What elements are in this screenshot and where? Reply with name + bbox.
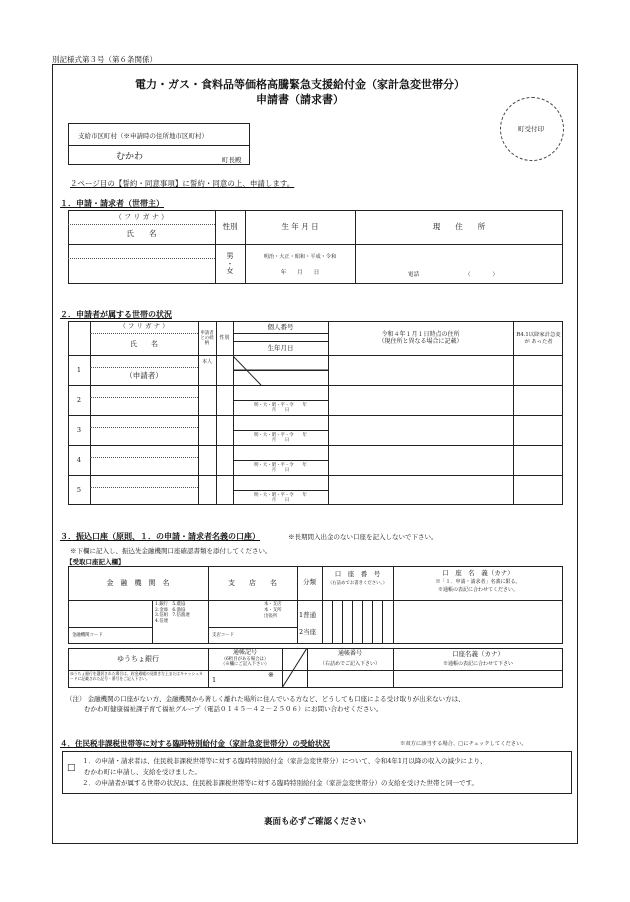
section4-note: ※双方に該当する場合、□にチェックしてください。 — [400, 741, 527, 747]
s2-relation-header: 申請者との続柄 — [200, 330, 214, 347]
yucho-note: ゆうちょ銀行を選択された場合は、貯金通帳の見開き左上またはキャッシュカードに記載された記号・番号をご記入下さい。 — [70, 671, 203, 681]
footnote-line2: むかわ町健康福祉課子育て福祉グループ（電話０１４５－４２－２５０６）にお問い合わせください。 — [84, 705, 383, 713]
birthdate-options[interactable]: 明・大・昭・平・令 年 月 日 — [254, 462, 307, 473]
municipality-suffix: 町長殿 — [222, 156, 242, 164]
bank-type-options[interactable]: 1.銀行 5.農協 2.金庫 6.漁協 3.信組 7.信漁連 4.信連 — [155, 602, 190, 624]
benefit-item2: ２．の申請者が属する世帯の状況は、住民税非課税世帯等に対する臨時特別給付金（家計急変世帯分）の支給を受けた世帯と同一です。 — [82, 779, 478, 787]
row-number: 2 — [76, 395, 82, 404]
s1-furigana-header: （ フ リ ガ ナ ） — [114, 213, 169, 222]
s2-address-header: 令和４年１月１日時点の住所 （現住所と異なる場合に記載） — [378, 330, 463, 345]
benefit-item1-line1: １．の申請・請求者は、住民税非課税世帯等に対する臨時特別給付金（家計急変世帯分）について、令和4年1月以降の収入の減少により、 — [82, 757, 487, 765]
applicant-relation: 本人 — [201, 359, 212, 366]
passbook-code-note: （6桁目がある場合は） （※欄にご記入下さい） — [220, 657, 270, 667]
row-number: 1 — [76, 365, 82, 374]
form-id: 別記様式第３号（第６条関係） — [52, 55, 157, 64]
holder-header: 口 座 名 義（カナ） — [442, 568, 514, 577]
s2-furigana-header: （ フ リ ガ ナ ） — [119, 322, 169, 331]
passbook-number-header: 通帳番号 — [337, 650, 362, 658]
s2-r4-header: R4.1以降家計急変が あった者 — [516, 332, 561, 345]
bank-code-label: 金融機関コード — [72, 633, 103, 638]
passbook-code-header: 通帳記号 — [232, 648, 257, 656]
s2-birth-header: 生年月日 — [267, 343, 294, 352]
s1-name-header: 氏 名 — [126, 229, 157, 239]
applicant-slash — [233, 356, 328, 385]
row-number: 4 — [76, 455, 82, 464]
passbook-number-note: （右詰めでご記入下さい） — [319, 660, 380, 667]
account-type-1[interactable]: 1普通 — [299, 611, 317, 619]
municipality-name[interactable]: むかわ — [116, 152, 144, 162]
section2-title: ２．申請者が属する世帯の状況 — [60, 309, 172, 319]
receipt-label: 【受取口座記入欄】 — [66, 558, 125, 566]
section4-title: ４．住民税非課税世帯等に対する臨時特別給付金（家計急変世帯分）の受給状況 — [60, 739, 330, 748]
s1-phone-parens[interactable]: （ ） — [465, 272, 499, 278]
birthdate-options[interactable]: 明・大・昭・平・令 年 月 日 — [254, 432, 307, 443]
account-number-header: 口 座 番 号 — [334, 570, 381, 579]
account-number-note: （右詰めでお書きください。） — [327, 581, 388, 587]
s1-era-options[interactable]: 明治・大正・昭和・平成・令和 — [263, 254, 337, 261]
s1-ymd: 年 月 日 — [280, 269, 320, 276]
form-title-line2: 申請書（請求書） — [256, 93, 344, 106]
passbook-code-star: ※ — [268, 671, 274, 679]
birthdate-options[interactable]: 明・大・昭・平・令 年 月 日 — [254, 402, 307, 413]
pledge-text: ２ページ目の【誓約・同意事項】に誓約・同意の上、申請します。 — [70, 179, 295, 188]
s1-phone-label: 電話 — [408, 272, 420, 278]
row-number: 3 — [76, 425, 82, 434]
form-title-line1: 電力・ガス・食料品等価格高騰緊急支援給付金（家計急変世帯分） — [135, 78, 465, 91]
branch-type-options[interactable]: 本・支店 本・支所 出張所 — [264, 602, 282, 619]
s2-id-number-header: 個人番号 — [267, 322, 294, 331]
s2-name-header: 氏 名 — [130, 340, 158, 349]
footer-note: 裏面も必ずご確認ください — [263, 817, 366, 827]
category-header: 分類 — [303, 578, 316, 587]
holder-note1: ※「１．申請・請求者」名義に限る。 — [435, 579, 521, 586]
birthdate-options[interactable]: 明・大・昭・平・令 年 月 日 — [254, 492, 307, 503]
section3-note1: ※下欄に記入し、振込先金融機関口座確認書類を添付してください。 — [70, 547, 272, 555]
s2-gender-header: 性別 — [219, 334, 230, 341]
s1-gender-header: 性別 — [222, 221, 238, 231]
benefit-checkbox[interactable]: □ — [67, 763, 76, 773]
holder-note2: ※通帳の表記に合わせてください。 — [437, 587, 518, 594]
applicant-name-marker: （申請者） — [125, 371, 163, 381]
yucho-header: ゆうちょ銀行 — [117, 654, 159, 663]
reception-stamp-label: 町受付印 — [518, 125, 544, 133]
account-type-2[interactable]: 2当座 — [299, 628, 317, 636]
row-number: 5 — [76, 485, 82, 494]
yucho-slash — [282, 648, 307, 688]
municipality-label: 支給市区町村（※申請時の住所地市区町村） — [78, 132, 208, 140]
s1-birth-header: 生 年 月 日 — [281, 221, 319, 231]
bank-name-header: 金 融 機 関 名 — [106, 578, 170, 587]
section3-title-note: ※長期間入出金のない口座を記入しないで下さい。 — [288, 533, 438, 541]
footnote-line1: （注） 金融機関の口座がない方、金融機関から著しく離れた場所に住んでいる方など、どうしても口座による受け取りが出来ない方は、 — [66, 695, 465, 703]
holder-kana-note: ※通帳の表記に合わせて下さい — [442, 660, 513, 667]
branch-name-header: 支 店 名 — [228, 578, 277, 587]
s1-gender-options[interactable]: 男 ・ 女 — [226, 252, 234, 276]
holder-kana-header: 口座名義（カナ） — [452, 649, 504, 658]
s1-address-header: 現 住 所 — [432, 221, 486, 231]
benefit-item1-line2: むかわ町に申請し、支給を受けました。 — [84, 768, 201, 776]
section1-title: １．申請・請求者（世帯主） — [60, 198, 164, 208]
section3-title: ３．振込口座（原則、１．の申請・請求者名義の口座） — [60, 531, 260, 541]
passbook-code-prefix: 1 — [212, 676, 217, 684]
branch-code-label: 支店コード — [212, 633, 234, 638]
